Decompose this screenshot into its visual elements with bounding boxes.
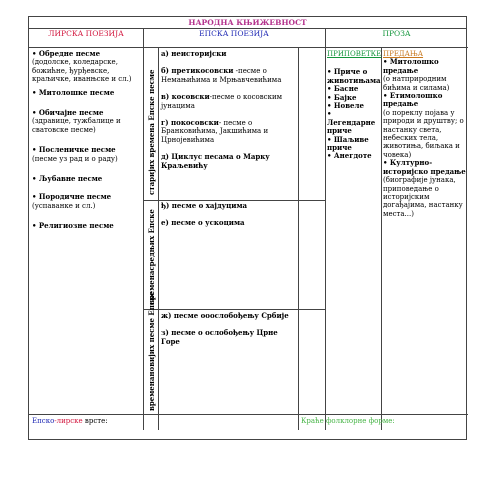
epic-item: д) Циклус песама о Марку Краљевићу	[161, 152, 270, 170]
epic-period-list	[161, 202, 297, 233]
divider-lyric-epic	[143, 28, 144, 430]
footer-epic-lyric	[32, 416, 108, 426]
footer-epic-word: Епско	[32, 417, 55, 425]
stories-column	[327, 50, 381, 161]
footer-short-forms: Краће фолклорне форме:	[301, 417, 395, 425]
epic-item: в) косовски-песме о косовским јунацима	[161, 92, 283, 110]
lyric-item: • Љубавне песме	[32, 174, 103, 184]
epic-period-label: временасредњих Епске	[147, 209, 156, 305]
legend-item: • Митолошко предање (о натприродним бићима и силама)	[383, 57, 450, 92]
footer-rest: врсте:	[82, 417, 108, 425]
lyric-list	[32, 50, 142, 236]
legend-item: • Етимолошко предање (о пореклу појава у природи и друштву; о настанку света, небеских тела, животиња, биљака и човека)	[383, 91, 464, 159]
epic-item: б) претикосовски -песме о Немањићима и Мрњавчевићима	[161, 66, 282, 84]
divider-epic-prose	[298, 48, 299, 430]
divider-footer	[29, 414, 468, 415]
lyric-item: • Обредне песме (додолске, коледарске, божићне, ђурђевске, краљичке, иванњске и сл.)	[32, 49, 132, 84]
epic-period-label: старијих времена Епске песме	[147, 69, 156, 195]
epic-item: ж) песме ооослобођењу Србије	[161, 311, 289, 320]
story-item: • Бајке	[327, 92, 357, 102]
epic-item: г) покосовски- песме о Бранковићима, Јакшићима и Црнојевићима	[161, 118, 269, 144]
story-item: • Легендарне приче	[327, 109, 376, 136]
story-item: • Новеле	[327, 101, 364, 111]
legends-column	[383, 50, 467, 218]
stories-header: ПРИПОВЕТКЕ	[327, 50, 382, 58]
lyric-item: • Религиозне песме	[32, 221, 114, 231]
story-item: • Приче о животињама	[327, 67, 381, 85]
lyric-item: • Митолошке песме	[32, 87, 115, 97]
epic-period-label: временановијих песме Епске	[147, 291, 156, 411]
divider-prose-inner	[325, 28, 326, 430]
literature-table	[28, 16, 467, 440]
story-item: • Анегдоте	[327, 151, 372, 161]
legends-header: ПРЕДАЊА	[383, 50, 424, 58]
lyric-header: ЛИРСКА ПОЕЗИЈА	[29, 28, 143, 48]
epic-item: а) неисторијски	[161, 49, 227, 58]
legend-item: • Културно-историјско предање (биографије јунака, приповедање о историјским догађајима, настанку места...)	[383, 158, 466, 218]
epic-period-list	[161, 50, 297, 175]
divider-stories-legends	[381, 48, 382, 430]
prose-header: ПРОЗА	[325, 28, 468, 48]
lyric-item: • Обичајне песме (здравице, тужбалице и сватовске песме)	[32, 108, 121, 134]
epic-item: з) песме о ослобођењу Црне Горе	[161, 328, 278, 346]
epic-period-list	[161, 312, 297, 351]
epic-item: ђ) песме о хајдуцима	[161, 201, 248, 210]
epic-header: ЕПСКА ПОЕЗИЈА	[143, 28, 325, 48]
lyric-item: • Посленичке песме (песме уз рад и о раду)	[32, 145, 118, 163]
table-title: НАРОДНА КЊИЖЕВНОСТ	[29, 17, 466, 29]
epic-item: е) песме о ускоцима	[161, 218, 245, 228]
lyric-item: • Породичне песме (успаванке и сл.)	[32, 192, 112, 210]
story-item: • Басне	[327, 84, 359, 94]
story-item: • Шаљиве приче	[327, 134, 369, 153]
footer-lyric-word: -лирске	[54, 417, 83, 425]
divider-epic-period-3	[143, 309, 325, 310]
divider-epic-label	[158, 48, 159, 430]
